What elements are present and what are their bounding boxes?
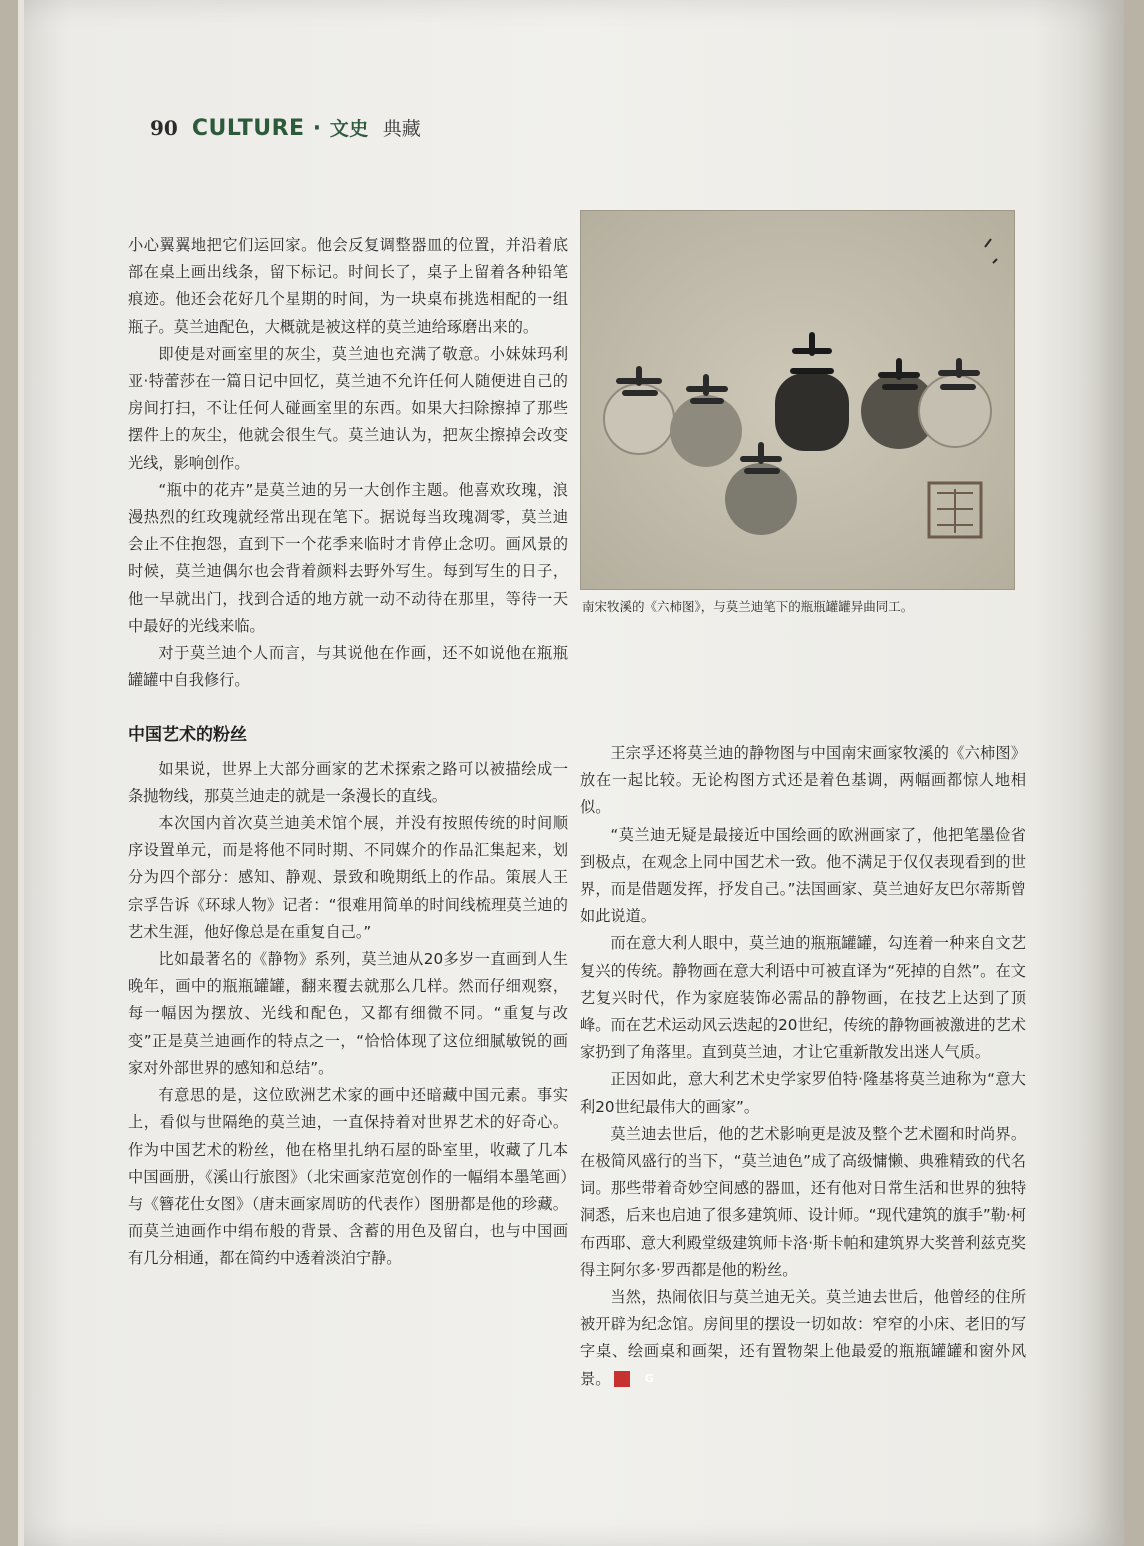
left-column: [128, 232, 568, 1273]
paragraph: 即使是对画室里的灰尘，莫兰迪也充满了敬意。小妹妹玛利亚·特蕾莎在一篇日记中回忆，莫兰迪不允许任何人随便进自己的房间打扫，不让任何人碰画室里的东西。如果大扫除擦掉了那些摆件上的灰尘，他就会很生气。莫兰迪认为，把灰尘擦掉会改变光线，影响创作。: [128, 344, 568, 472]
paragraph: 小心翼翼地把它们运回家。他会反复调整器皿的位置，并沿着底部在桌上画出线条，留下标记。时间长了，桌子上留着各种铅笔痕迹。他还会花好几个星期的时间，为一块桌布挑选相配的一组瓶子。莫兰迪配色，大概就是被这样的莫兰迪给琢磨出来的。: [128, 236, 568, 336]
section-dot: ·: [312, 116, 322, 141]
subheading: 中国艺术的粉丝: [128, 725, 247, 746]
paragraph-last-text: 当然，热闹依旧与莫兰迪无关。莫兰迪去世后，他曾经的住所被开辟为纪念馆。房间里的摆设一切如故：窄窄的小床、老旧的写字桌、绘画桌和画架，还有置物架上他最爱的瓶瓶罐罐和窗外风景。: [580, 1288, 1026, 1388]
paragraph: 王宗孚还将莫兰迪的静物图与中国南宋画家牧溪的《六柿图》放在一起比较。无论构图方式还是着色基调，两幅画都惊人地相似。: [580, 744, 1026, 817]
persimmon-3: [775, 373, 849, 451]
paragraph: 而在意大利人眼中，莫兰迪的瓶瓶罐罐，勾连着一种来自文艺复兴的传统。静物画在意大利语中可被直译为“死掉的自然”。在文艺复兴时代，作为家庭装饰必需品的静物画，在技艺上达到了顶峰。而在艺术运动风云迭起的20世纪，传统的静物画被激进的艺术家扔到了角落里。直到莫兰迪，才让它重新散发出迷人气质。: [580, 934, 1026, 1062]
persimmons-illustration: [581, 211, 1014, 589]
paragraph: 正因如此，意大利艺术史学家罗伯特·隆基将莫兰迪称为“意大利20世纪最伟大的画家”。: [580, 1070, 1026, 1116]
paragraph-last: [580, 1284, 1026, 1393]
persimmon-2: [670, 395, 742, 467]
section-name-cn: 文史: [329, 118, 369, 140]
figure-caption: 南宋牧溪的《六柿图》，与莫兰迪笔下的瓶瓶罐罐异曲同工。: [582, 599, 914, 614]
paragraph: 有意思的是，这位欧洲艺术家的画中还暗藏中国元素。事实上，看似与世隔绝的莫兰迪，一直保持着对世界艺术的好奇心。作为中国艺术的粉丝，他在格里扎纳石屋的卧室里，收藏了几本中国画册，《溪山行旅图》（北宋画家范宽创作的一幅绢本墨笔画）与《簪花仕女图》（唐末画家周昉的代表作）图册都是他的珍藏。而莫兰迪画作中绢布般的背景、含蓄的用色及留白，也与中国画有几分相通，都在简约中透着淡泊宁静。: [128, 1086, 568, 1268]
paragraph: “莫兰迪无疑是最接近中国绘画的欧洲画家了，他把笔墨俭省到极点，在观念上同中国艺术一致。他不满足于仅仅表现看到的世界，而是借题发挥，抒发自己。”法国画家、莫兰迪好友巴尔蒂斯曾如此说道。: [580, 825, 1026, 926]
right-column: [580, 740, 1026, 1393]
paragraph: 莫兰迪去世后，他的艺术影响更是波及整个艺术圈和时尚界。在极简风盛行的当下，“莫兰迪色”成了高级慵懒、典雅精致的代名词。那些带着奇妙空间感的器皿，还有他对日常生活和世界的独特洞悉，后来也启迪了很多建筑师、设计师。“现代建筑的旗手”勒·柯布西耶、意大利殿堂级建筑师卡洛·斯卡帕和建筑界大奖普利兹克奖得主阿尔多·罗西都是他的粉丝。: [580, 1124, 1026, 1279]
subsection-name: 典藏: [382, 118, 421, 140]
paragraph: 如果说，世界上大部分画家的艺术探索之路可以被描绘成一条抛物线，那莫兰迪走的就是一条漫长的直线。: [128, 759, 568, 805]
section-label: [192, 114, 369, 141]
paragraph: 本次国内首次莫兰迪美术馆个展，并没有按照传统的时间顺序设置单元，而是将他不同时期、不同媒介的作品汇集起来，划分为四个部分：感知、静观、景致和晚期纸上的作品。策展人王宗孚告诉《环球人物》记者：“很难用简单的时间线梳理莫兰迪的艺术生涯，他好像总是在重复自己。”: [128, 814, 568, 941]
paragraph: “瓶中的花卉”是莫兰迪的另一大创作主题。他喜欢玫瑰，浪漫热烈的红玫瑰就经常出现在笔下。据说每当玫瑰凋零，莫兰迪会止不住抱怨，直到下一个花季来临时才肯停止念叨。画风景的时候，莫兰迪偶尔也会背着颜料去野外写生。每到写生的日子，他一早就出门，找到合适的地方就一动不动待在那里，等待一天中最好的光线来临。: [128, 480, 568, 635]
section-name: CULTURE: [191, 116, 305, 141]
page-header: [150, 114, 421, 141]
six-persimmons-painting: [580, 210, 1015, 590]
paragraph: 比如最著名的《静物》系列，莫兰迪从20多岁一直画到人生晚年，画中的瓶瓶罐罐，翻来覆去就那么几样。然而仔细观察，每一幅因为摆放、光线和配色，又都有细微不同。“重复与改变”正是莫兰迪画作的特点之一，“恰恰体现了这位细腻敏锐的画家对外部世界的感知和总结”。: [128, 950, 568, 1077]
paragraph: 对于莫兰迪个人而言，与其说他在作画，还不如说他在瓶瓶罐罐中自我修行。: [128, 644, 568, 690]
page-number: 90: [150, 116, 178, 140]
end-mark-logo: G: [614, 1371, 630, 1387]
